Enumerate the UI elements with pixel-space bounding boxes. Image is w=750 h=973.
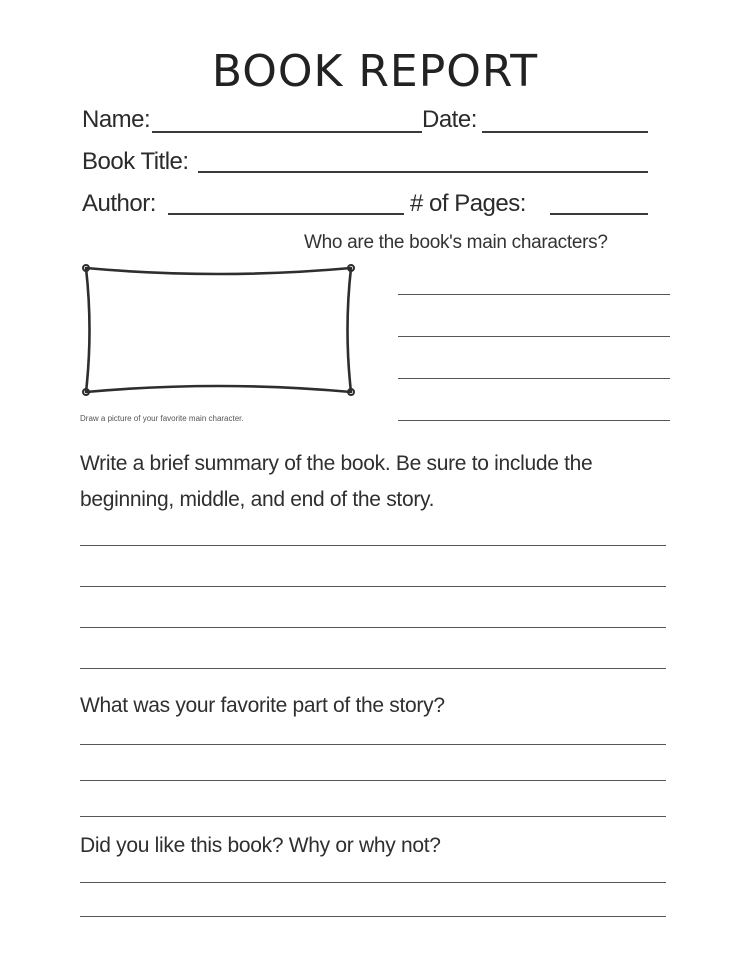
author-field[interactable] — [168, 213, 404, 215]
favorite-part-prompt: What was your favorite part of the story? — [80, 694, 445, 717]
character-line-2[interactable] — [398, 336, 670, 337]
book-title-field[interactable] — [198, 171, 648, 173]
date-label: Date: — [422, 106, 477, 133]
opinion-prompt: Did you like this book? Why or why not? — [80, 834, 441, 857]
character-line-4[interactable] — [398, 420, 670, 421]
summary-line-2[interactable] — [80, 586, 666, 587]
opinion-line-1[interactable] — [80, 882, 666, 883]
characters-question: Who are the book's main characters? — [304, 232, 608, 253]
name-label: Name: — [82, 106, 151, 133]
book-title-label: Book Title: — [82, 148, 189, 175]
picture-caption: Draw a picture of your favorite main character. — [80, 414, 244, 423]
name-field[interactable] — [152, 131, 422, 133]
favorite-part-line-3[interactable] — [80, 816, 666, 817]
pages-field[interactable] — [550, 213, 648, 215]
character-line-1[interactable] — [398, 294, 670, 295]
date-field[interactable] — [482, 131, 648, 133]
favorite-part-line-2[interactable] — [80, 780, 666, 781]
pillow-frame-icon — [76, 260, 361, 400]
summary-prompt: Write a brief summary of the book. Be sure to include the beginning, middle, and end of the story. — [80, 452, 593, 511]
character-line-3[interactable] — [398, 378, 670, 379]
summary-line-4[interactable] — [80, 668, 666, 669]
summary-line-3[interactable] — [80, 627, 666, 628]
character-drawing-frame[interactable] — [76, 260, 361, 400]
pages-label: # of Pages: — [410, 190, 526, 217]
summary-line-1[interactable] — [80, 545, 666, 546]
author-label: Author: — [82, 190, 156, 217]
page-title: BOOK REPORT — [211, 46, 539, 97]
opinion-line-2[interactable] — [80, 916, 666, 917]
favorite-part-line-1[interactable] — [80, 744, 666, 745]
